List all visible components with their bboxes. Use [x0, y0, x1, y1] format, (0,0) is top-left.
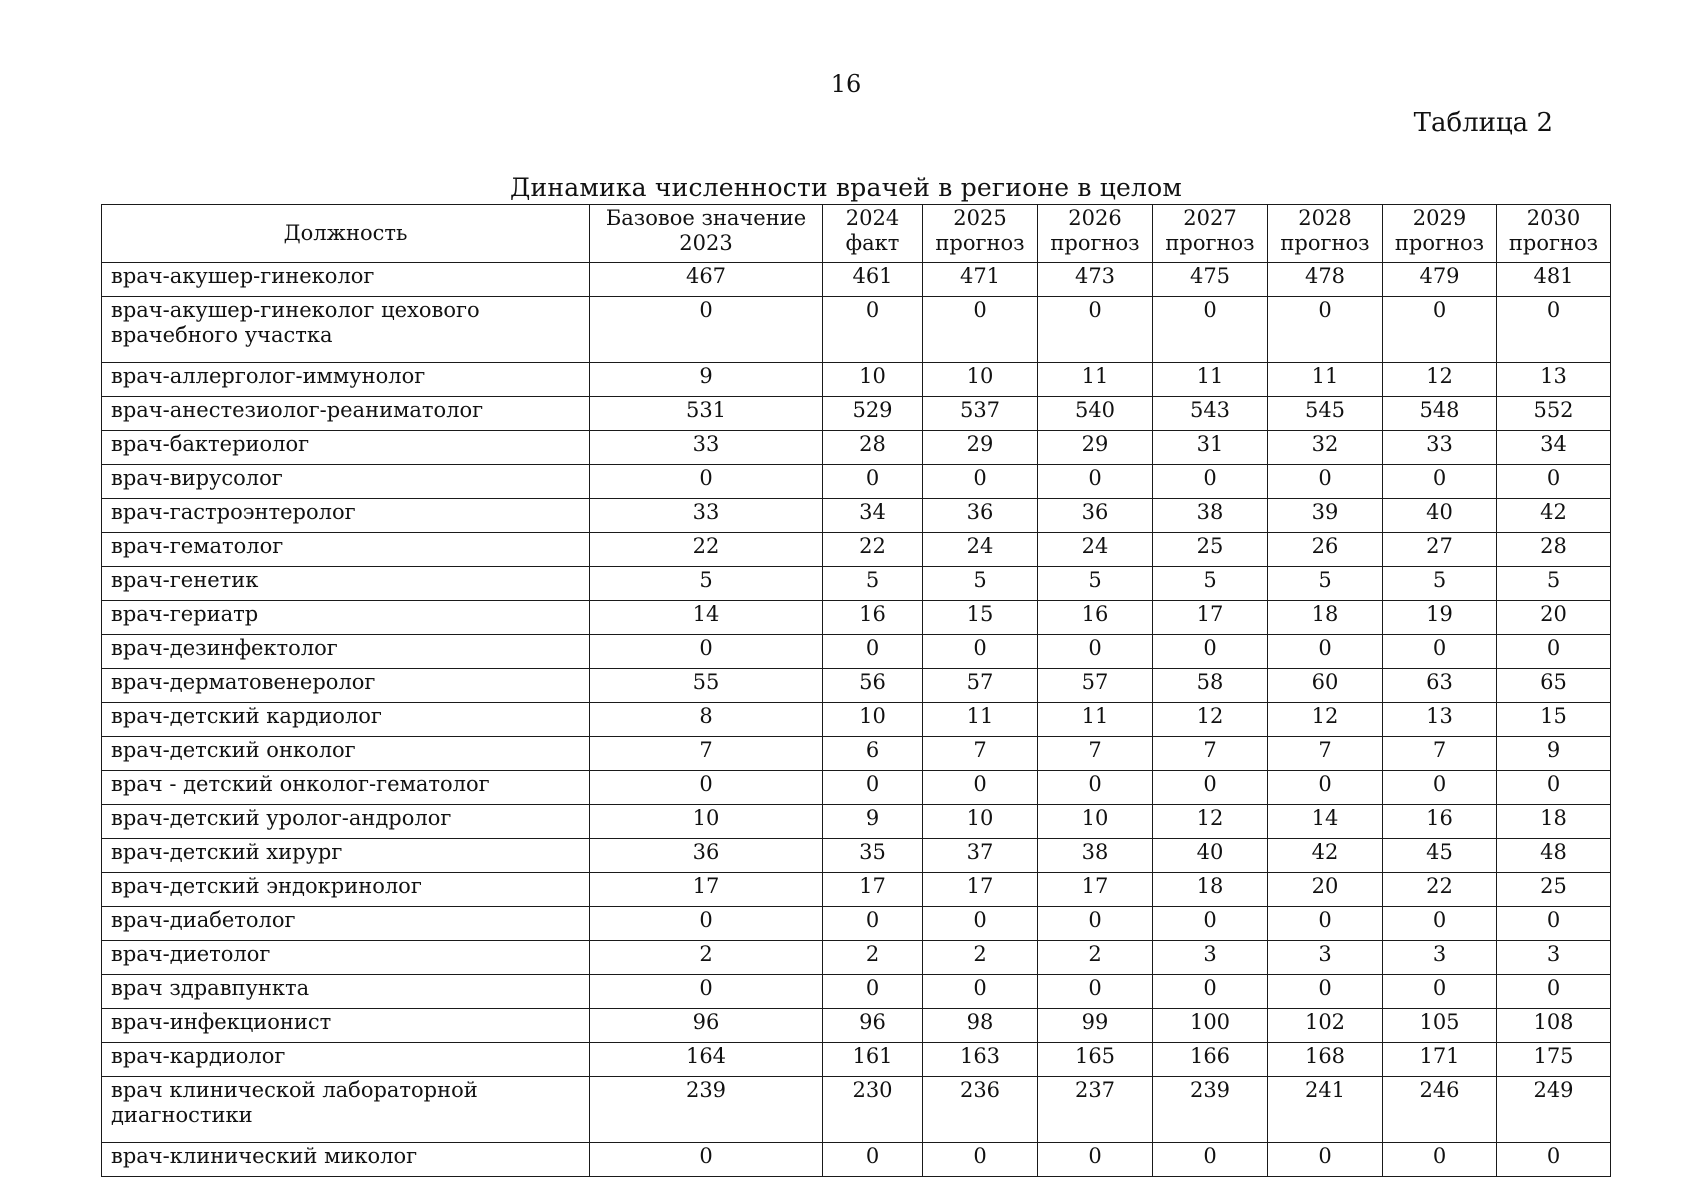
value-cell: 2: [923, 941, 1038, 975]
position-cell: врач-акушер-гинеколог: [102, 263, 590, 297]
value-cell: 14: [1268, 805, 1383, 839]
table-row: [102, 737, 1611, 771]
table-body: [102, 263, 1611, 1177]
value-cell: 5: [1383, 567, 1497, 601]
value-cell: 33: [590, 431, 823, 465]
value-cell: 3: [1268, 941, 1383, 975]
value-cell: 28: [1497, 533, 1611, 567]
table-label: Таблица 2: [1413, 108, 1553, 138]
value-cell: 0: [923, 465, 1038, 499]
value-cell: 0: [1268, 975, 1383, 1009]
value-cell: 0: [1153, 297, 1268, 363]
value-cell: 3: [1497, 941, 1611, 975]
value-cell: 105: [1383, 1009, 1497, 1043]
position-cell: врач-инфекционист: [102, 1009, 590, 1043]
value-cell: 42: [1268, 839, 1383, 873]
value-cell: 100: [1153, 1009, 1268, 1043]
value-cell: 0: [590, 635, 823, 669]
value-cell: 0: [1383, 635, 1497, 669]
value-cell: 22: [590, 533, 823, 567]
value-cell: 0: [923, 297, 1038, 363]
table-row: [102, 431, 1611, 465]
value-cell: 6: [823, 737, 923, 771]
column-header-line1: 2030: [1526, 206, 1581, 230]
value-cell: 96: [590, 1009, 823, 1043]
value-cell: 0: [1038, 771, 1153, 805]
column-header-line2: 2023: [679, 230, 733, 255]
position-cell: врач-аллерголог-иммунолог: [102, 363, 590, 397]
value-cell: 0: [1153, 465, 1268, 499]
value-cell: 10: [590, 805, 823, 839]
value-cell: 57: [1038, 669, 1153, 703]
value-cell: 0: [590, 907, 823, 941]
value-cell: 42: [1497, 499, 1611, 533]
value-cell: 0: [1268, 771, 1383, 805]
value-cell: 63: [1383, 669, 1497, 703]
value-cell: 29: [1038, 431, 1153, 465]
position-cell: врач-акушер-гинеколог цехового врачебного участка: [102, 297, 590, 363]
value-cell: 17: [923, 873, 1038, 907]
value-cell: 473: [1038, 263, 1153, 297]
value-cell: 9: [1497, 737, 1611, 771]
value-cell: 5: [1268, 567, 1383, 601]
value-cell: 57: [923, 669, 1038, 703]
value-cell: 65: [1497, 669, 1611, 703]
value-cell: 467: [590, 263, 823, 297]
value-cell: 0: [823, 1143, 923, 1177]
value-cell: 165: [1038, 1043, 1153, 1077]
value-cell: 0: [590, 975, 823, 1009]
value-cell: 236: [923, 1077, 1038, 1143]
value-cell: 10: [823, 703, 923, 737]
value-cell: 5: [823, 567, 923, 601]
value-cell: 34: [1497, 431, 1611, 465]
value-cell: 45: [1383, 839, 1497, 873]
value-cell: 0: [1038, 1143, 1153, 1177]
table-row: [102, 635, 1611, 669]
value-cell: 475: [1153, 263, 1268, 297]
value-cell: 15: [1497, 703, 1611, 737]
value-cell: 0: [1153, 907, 1268, 941]
value-cell: 0: [1153, 975, 1268, 1009]
value-cell: 166: [1153, 1043, 1268, 1077]
table-row: [102, 1043, 1611, 1077]
table-row: [102, 1077, 1611, 1143]
table-row: [102, 805, 1611, 839]
value-cell: 26: [1268, 533, 1383, 567]
position-cell: врач-дерматовенеролог: [102, 669, 590, 703]
column-header-line2: прогноз: [1280, 230, 1370, 255]
value-cell: 5: [1497, 567, 1611, 601]
value-cell: 478: [1268, 263, 1383, 297]
value-cell: 246: [1383, 1077, 1497, 1143]
value-cell: 40: [1153, 839, 1268, 873]
value-cell: 0: [1383, 465, 1497, 499]
value-cell: 0: [1383, 975, 1497, 1009]
table-row: [102, 533, 1611, 567]
table-header-row: [102, 205, 1611, 263]
position-cell: врач - детский онколог-гематолог: [102, 771, 590, 805]
value-cell: 36: [1038, 499, 1153, 533]
value-cell: 25: [1153, 533, 1268, 567]
value-cell: 0: [590, 465, 823, 499]
value-cell: 60: [1268, 669, 1383, 703]
value-cell: 55: [590, 669, 823, 703]
position-cell: врач-детский онколог: [102, 737, 590, 771]
value-cell: 36: [923, 499, 1038, 533]
value-cell: 12: [1153, 805, 1268, 839]
value-cell: 543: [1153, 397, 1268, 431]
value-cell: 56: [823, 669, 923, 703]
column-header-line2: факт: [845, 230, 900, 255]
table-row: [102, 465, 1611, 499]
value-cell: 38: [1153, 499, 1268, 533]
value-cell: 33: [590, 499, 823, 533]
position-cell: врач-детский кардиолог: [102, 703, 590, 737]
value-cell: 0: [1268, 635, 1383, 669]
column-header-line1: 2028: [1298, 206, 1352, 230]
position-cell: врач-клинический миколог: [102, 1143, 590, 1177]
value-cell: 249: [1497, 1077, 1611, 1143]
value-cell: 2: [823, 941, 923, 975]
table-row: [102, 669, 1611, 703]
value-cell: 7: [590, 737, 823, 771]
value-cell: 0: [1497, 907, 1611, 941]
value-cell: 34: [823, 499, 923, 533]
value-cell: 22: [1383, 873, 1497, 907]
value-cell: 20: [1497, 601, 1611, 635]
value-cell: 0: [590, 771, 823, 805]
position-cell: врач-диетолог: [102, 941, 590, 975]
value-cell: 17: [1153, 601, 1268, 635]
table-row: [102, 839, 1611, 873]
value-cell: 31: [1153, 431, 1268, 465]
value-cell: 0: [1038, 907, 1153, 941]
value-cell: 28: [823, 431, 923, 465]
table-row: [102, 907, 1611, 941]
value-cell: 529: [823, 397, 923, 431]
value-cell: 0: [923, 1143, 1038, 1177]
value-cell: 20: [1268, 873, 1383, 907]
column-header-year: [1153, 205, 1268, 263]
column-header-line2: прогноз: [1050, 230, 1140, 255]
value-cell: 11: [1038, 703, 1153, 737]
value-cell: 540: [1038, 397, 1153, 431]
page-number: 16: [830, 70, 862, 98]
value-cell: 0: [590, 1143, 823, 1177]
value-cell: 10: [923, 363, 1038, 397]
value-cell: 0: [1383, 771, 1497, 805]
value-cell: 0: [823, 465, 923, 499]
value-cell: 163: [923, 1043, 1038, 1077]
value-cell: 25: [1497, 873, 1611, 907]
value-cell: 239: [590, 1077, 823, 1143]
value-cell: 0: [923, 907, 1038, 941]
column-header-year: [1497, 205, 1611, 263]
position-cell: врач-кардиолог: [102, 1043, 590, 1077]
position-cell: врач-гематолог: [102, 533, 590, 567]
value-cell: 0: [1153, 771, 1268, 805]
value-cell: 5: [1038, 567, 1153, 601]
value-cell: 16: [823, 601, 923, 635]
value-cell: 0: [590, 297, 823, 363]
value-cell: 14: [590, 601, 823, 635]
table-row: [102, 873, 1611, 907]
value-cell: 0: [1268, 465, 1383, 499]
table-row: [102, 1009, 1611, 1043]
table-row: [102, 363, 1611, 397]
value-cell: 7: [1153, 737, 1268, 771]
value-cell: 5: [923, 567, 1038, 601]
position-cell: врач-гастроэнтеролог: [102, 499, 590, 533]
value-cell: 168: [1268, 1043, 1383, 1077]
position-cell: врач-диабетолог: [102, 907, 590, 941]
value-cell: 10: [923, 805, 1038, 839]
value-cell: 0: [823, 771, 923, 805]
value-cell: 11: [1153, 363, 1268, 397]
column-header-position: [102, 205, 590, 263]
table-row: [102, 1143, 1611, 1177]
value-cell: 39: [1268, 499, 1383, 533]
value-cell: 40: [1383, 499, 1497, 533]
value-cell: 17: [590, 873, 823, 907]
value-cell: 7: [923, 737, 1038, 771]
value-cell: 471: [923, 263, 1038, 297]
value-cell: 0: [1268, 907, 1383, 941]
value-cell: 7: [1268, 737, 1383, 771]
value-cell: 102: [1268, 1009, 1383, 1043]
value-cell: 0: [1497, 771, 1611, 805]
value-cell: 239: [1153, 1077, 1268, 1143]
value-cell: 13: [1383, 703, 1497, 737]
value-cell: 0: [823, 297, 923, 363]
value-cell: 15: [923, 601, 1038, 635]
value-cell: 8: [590, 703, 823, 737]
column-header-line1: 2024: [845, 206, 900, 230]
position-cell: врач-дезинфектолог: [102, 635, 590, 669]
column-header-line2: прогноз: [935, 230, 1025, 255]
value-cell: 98: [923, 1009, 1038, 1043]
value-cell: 12: [1153, 703, 1268, 737]
value-cell: 18: [1268, 601, 1383, 635]
value-cell: 0: [1038, 635, 1153, 669]
value-cell: 9: [590, 363, 823, 397]
value-cell: 58: [1153, 669, 1268, 703]
position-cell: врач-анестезиолог-реаниматолог: [102, 397, 590, 431]
table-row: [102, 499, 1611, 533]
value-cell: 18: [1497, 805, 1611, 839]
value-cell: 17: [823, 873, 923, 907]
value-cell: 3: [1383, 941, 1497, 975]
table-row: [102, 975, 1611, 1009]
value-cell: 11: [923, 703, 1038, 737]
value-cell: 99: [1038, 1009, 1153, 1043]
table-row: [102, 601, 1611, 635]
value-cell: 10: [823, 363, 923, 397]
value-cell: 108: [1497, 1009, 1611, 1043]
value-cell: 12: [1268, 703, 1383, 737]
doctors-table: [101, 204, 1611, 1177]
value-cell: 164: [590, 1043, 823, 1077]
value-cell: 13: [1497, 363, 1611, 397]
value-cell: 7: [1383, 737, 1497, 771]
column-header-year: [1038, 205, 1153, 263]
page-title: Динамика численности врачей в регионе в целом: [509, 173, 1183, 202]
value-cell: 10: [1038, 805, 1153, 839]
column-header-year: [1268, 205, 1383, 263]
value-cell: 461: [823, 263, 923, 297]
position-cell: врач-детский эндокринолог: [102, 873, 590, 907]
value-cell: 161: [823, 1043, 923, 1077]
value-cell: 9: [823, 805, 923, 839]
column-header-line1: 2025: [953, 206, 1007, 230]
value-cell: 0: [923, 635, 1038, 669]
value-cell: 0: [823, 907, 923, 941]
position-cell: врач-вирусолог: [102, 465, 590, 499]
value-cell: 17: [1038, 873, 1153, 907]
value-cell: 0: [823, 635, 923, 669]
value-cell: 237: [1038, 1077, 1153, 1143]
value-cell: 171: [1383, 1043, 1497, 1077]
column-header-line1: 2026: [1068, 206, 1122, 230]
column-header-line2: прогноз: [1508, 230, 1599, 255]
value-cell: 230: [823, 1077, 923, 1143]
position-cell: врач-детский уролог-андролог: [102, 805, 590, 839]
value-cell: 0: [1383, 1143, 1497, 1177]
position-cell: врач-детский хирург: [102, 839, 590, 873]
value-cell: 0: [923, 975, 1038, 1009]
column-header-line1: 2027: [1183, 206, 1237, 230]
value-cell: 552: [1497, 397, 1611, 431]
value-cell: 33: [1383, 431, 1497, 465]
table-row: [102, 263, 1611, 297]
table-row: [102, 941, 1611, 975]
column-header-line1: 2029: [1412, 206, 1467, 230]
position-cell: врач клинической лабораторной диагностики: [102, 1077, 590, 1143]
value-cell: 479: [1383, 263, 1497, 297]
value-cell: 16: [1038, 601, 1153, 635]
value-cell: 0: [1497, 1143, 1611, 1177]
position-cell: врач здравпункта: [102, 975, 590, 1009]
column-header-year: [923, 205, 1038, 263]
value-cell: 27: [1383, 533, 1497, 567]
table-row: [102, 567, 1611, 601]
value-cell: 0: [1268, 297, 1383, 363]
value-cell: 37: [923, 839, 1038, 873]
value-cell: 22: [823, 533, 923, 567]
value-cell: 16: [1383, 805, 1497, 839]
value-cell: 48: [1497, 839, 1611, 873]
value-cell: 5: [590, 567, 823, 601]
value-cell: 5: [1153, 567, 1268, 601]
value-cell: 0: [923, 771, 1038, 805]
table-row: [102, 397, 1611, 431]
value-cell: 7: [1038, 737, 1153, 771]
value-cell: 0: [1153, 635, 1268, 669]
value-cell: 11: [1268, 363, 1383, 397]
value-cell: 531: [590, 397, 823, 431]
value-cell: 0: [1268, 1143, 1383, 1177]
value-cell: 24: [1038, 533, 1153, 567]
value-cell: 12: [1383, 363, 1497, 397]
value-cell: 0: [1383, 907, 1497, 941]
column-header-line2: прогноз: [1394, 230, 1485, 255]
column-header-year: [823, 205, 923, 263]
value-cell: 96: [823, 1009, 923, 1043]
value-cell: 0: [1497, 297, 1611, 363]
column-header-line1: Должность: [283, 220, 408, 245]
value-cell: 0: [1497, 635, 1611, 669]
value-cell: 0: [1383, 297, 1497, 363]
value-cell: 24: [923, 533, 1038, 567]
column-header-year: [1383, 205, 1497, 263]
position-cell: врач-бактериолог: [102, 431, 590, 465]
column-header-line2: прогноз: [1165, 230, 1255, 255]
value-cell: 19: [1383, 601, 1497, 635]
value-cell: 481: [1497, 263, 1611, 297]
value-cell: 0: [823, 975, 923, 1009]
table-row: [102, 297, 1611, 363]
value-cell: 0: [1038, 297, 1153, 363]
value-cell: 18: [1153, 873, 1268, 907]
table-row: [102, 771, 1611, 805]
value-cell: 32: [1268, 431, 1383, 465]
value-cell: 175: [1497, 1043, 1611, 1077]
table-row: [102, 703, 1611, 737]
value-cell: 0: [1497, 975, 1611, 1009]
value-cell: 241: [1268, 1077, 1383, 1143]
column-header-line1: Базовое значение: [605, 206, 807, 230]
value-cell: 545: [1268, 397, 1383, 431]
value-cell: 0: [1497, 465, 1611, 499]
column-header-year: [590, 205, 823, 263]
value-cell: 11: [1038, 363, 1153, 397]
value-cell: 0: [1038, 975, 1153, 1009]
value-cell: 2: [1038, 941, 1153, 975]
value-cell: 537: [923, 397, 1038, 431]
value-cell: 38: [1038, 839, 1153, 873]
value-cell: 29: [923, 431, 1038, 465]
value-cell: 3: [1153, 941, 1268, 975]
value-cell: 36: [590, 839, 823, 873]
position-cell: врач-генетик: [102, 567, 590, 601]
position-cell: врач-гериатр: [102, 601, 590, 635]
value-cell: 548: [1383, 397, 1497, 431]
value-cell: 0: [1038, 465, 1153, 499]
value-cell: 35: [823, 839, 923, 873]
value-cell: 0: [1153, 1143, 1268, 1177]
value-cell: 2: [590, 941, 823, 975]
